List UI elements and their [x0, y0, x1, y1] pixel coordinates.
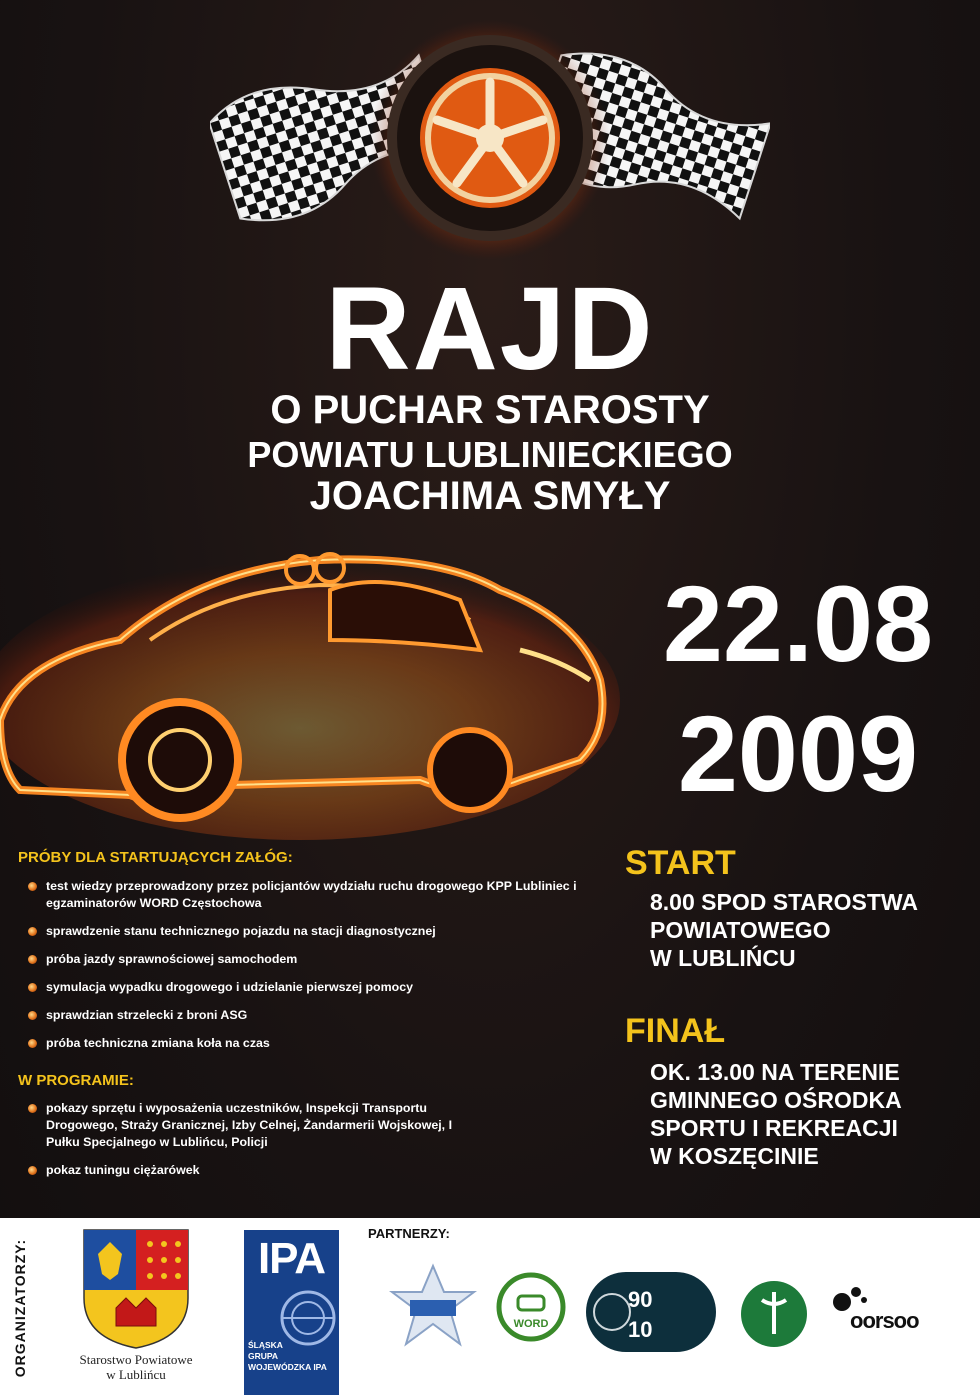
ipa-caption: ŚLĄSKA GRUPA WOJEWÓDZKA IPA — [248, 1340, 327, 1372]
car-front-wheel — [430, 730, 510, 810]
bullet-icon — [28, 1104, 37, 1113]
final-label: FINAŁ — [625, 1012, 726, 1050]
program-list — [28, 1100, 468, 1190]
organizers-label: ORGANIZATORZY: — [12, 1238, 28, 1378]
bullet-icon — [28, 927, 37, 936]
start-label: START — [625, 844, 736, 882]
bullet-icon — [28, 1039, 37, 1048]
starostwo-name: Starostwo Powiatowe w Lublińcu — [79, 1352, 193, 1382]
list-item: próba jazdy sprawnościowej samochodem — [28, 951, 588, 968]
word-label: WORD — [513, 1318, 549, 1330]
list-item: pokaz tuningu ciężarówek — [28, 1162, 468, 1179]
date-day-month: 22.08 — [662, 563, 934, 684]
oorsoo-logo-text: oorsoo — [850, 1308, 919, 1333]
bullet-icon — [28, 955, 37, 964]
list-item: pokazy sprzętu i wyposażenia uczestników, Inspekcji Transportu Drogowego, Straży Granicznej, Izby Celnej, Żandarmerii Wojskowej, I Pułku Specjalnego w Lublińcu, Policji — [28, 1100, 468, 1151]
list-item: sprawdzian strzelecki z broni ASG — [28, 1007, 588, 1024]
car-rear-wheel — [122, 702, 238, 818]
title-line-1: O PUCHAR STAROSTY — [270, 388, 710, 432]
start-info: 8.00 SPOD STAROSTWA POWIATOWEGO W LUBLIŃCU — [650, 889, 918, 971]
program-heading: W PROGRAMIE: — [18, 1072, 134, 1089]
flaming-wheel-flags-illustration — [210, 20, 770, 260]
bullet-icon — [28, 882, 37, 891]
word-logo — [496, 1272, 566, 1342]
ipa-globe-icon — [278, 1288, 338, 1348]
police-star-logo — [388, 1262, 478, 1352]
title-rajd: RAJD — [325, 263, 655, 395]
list-item: test wiedzy przeprowadzony przez policjantów wydziału ruchu drogowego KPP Lubliniec i egzaminatorów WORD Częstochowa — [28, 878, 588, 912]
list-item: sprawdzenie stanu technicznego pojazdu na stacji diagnostycznej — [28, 923, 588, 940]
anniversary-number-top: 90 — [628, 1287, 653, 1312]
bullet-icon — [28, 983, 37, 992]
inspection-logo — [738, 1278, 810, 1350]
list-item: próba techniczna zmiana koła na czas — [28, 1035, 588, 1052]
bullet-icon — [28, 1011, 37, 1020]
coat-of-arms-logo — [82, 1228, 190, 1350]
title-line-2: POWIATU LUBLINIECKIEGO — [247, 434, 733, 475]
trials-heading: PRÓBY DLA STARTUJĄCYCH ZAŁÓG: — [18, 849, 293, 866]
ipa-logo-text: IPA — [257, 1234, 326, 1283]
flaming-car-illustration — [0, 530, 620, 840]
bullet-icon — [28, 1166, 37, 1175]
list-item: symulacja wypadku drogowego i udzielanie pierwszej pomocy — [28, 979, 588, 996]
date-year: 2009 — [677, 693, 919, 814]
trials-list — [28, 878, 588, 1063]
anniversary-number-bottom: 10 — [628, 1317, 653, 1342]
title-line-3: JOACHIMA SMYŁY — [309, 474, 671, 518]
hub — [476, 124, 504, 152]
partners-label: PARTNERZY: — [368, 1226, 450, 1241]
final-info: OK. 13.00 NA TERENIE GMINNEGO OŚRODKA SPORTU I REKREACJI W KOSZĘCINIE — [650, 1059, 902, 1169]
